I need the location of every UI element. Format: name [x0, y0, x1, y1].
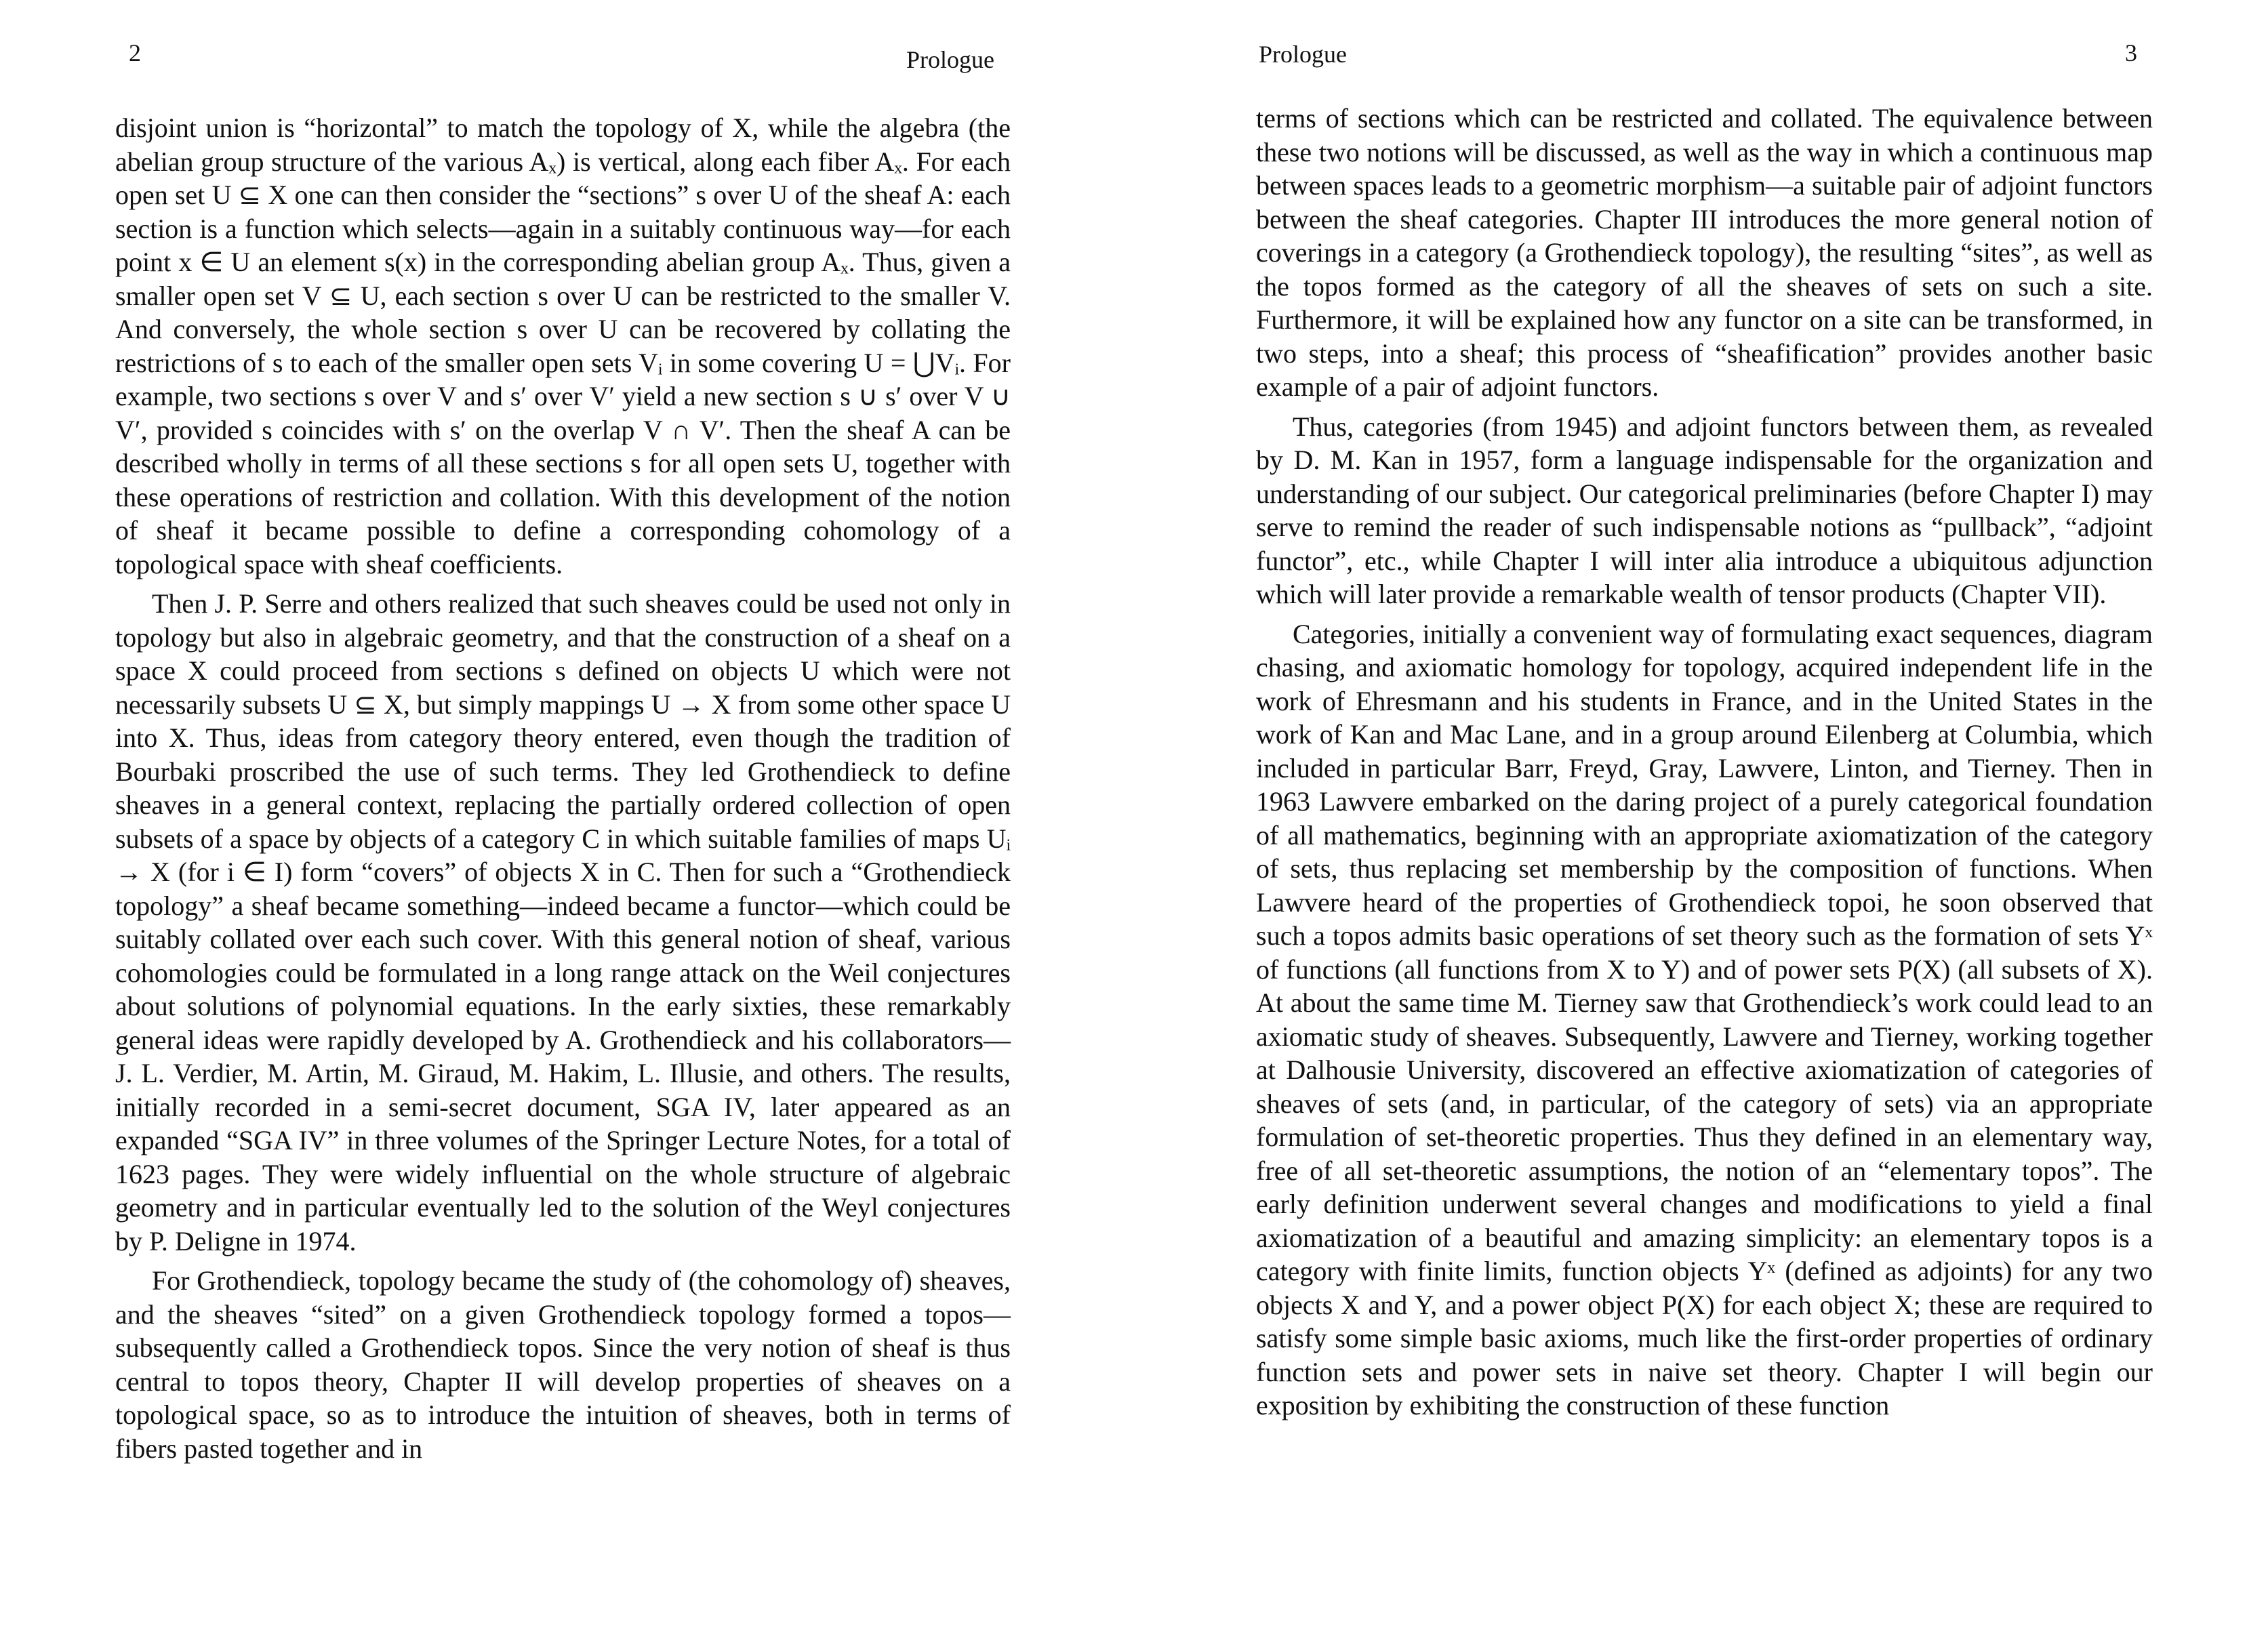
right-page-number: 3: [2125, 39, 2137, 66]
right-paragraph-2: Thus, categories (from 1945) and adjoint functors between them, as revealed by D. M. Kan in 1957, form a language indispensable for the organization and understanding of our subject. Our categorical preliminaries (before Chapter I) may serve to remind the reader of such indispensable notions as “pullback”, “adjoint functor”, etc., while Chapter I will inter alia introduce a ubiquitous adjunction which will later provide a remarkable wealth of tensor products (Chapter VII).: [1256, 411, 2153, 609]
left-paragraph-2: Then J. P. Serre and others realized that such sheaves could be used not only in topology but also in algebraic geometry, and that the construction of a sheaf on a space X could proceed from sections s defined on objects U which were not necessarily subsets U ⊆ X, but simply mappings U → X from some other space U into X. Thus, ideas from category theory entered, even though the tradition of Bourbaki proscribed the use of such terms. They led Grothendieck to define sheaves in a general context, replacing the partially ordered collection of open subsets of a space by objects of a category C in which suitable families of maps Uᵢ → X (for i ∈ I) form “covers” of objects X in C. Then for such a “Grothendieck topology” a sheaf became something—indeed became a functor—which could be suitably collated over each such cover. With this general notion of sheaf, various cohomologies could be formulated in a long range attack on the Weil conjectures about solutions of polynomial equations. In the early sixties, these remarkably general ideas were rapidly developed by A. Grothendieck and his collaborators—J. L. Verdier, M. Artin, M. Giraud, M. Hakim, L. Illusie, and others. The results, initially recorded in a semi-secret document, SGA IV, later appeared as an expanded “SGA IV” in three volumes of the Springer Lecture Notes, for a total of 1623 pages. They were widely influential on the whole structure of algebraic geometry and in particular eventually led to the solution of the Weyl conjectures by P. Deligne in 1974.: [115, 588, 1011, 1256]
left-page-number: 2: [129, 39, 141, 66]
right-text-block: [1256, 102, 2153, 1429]
right-paragraph-3: Categories, initially a convenient way of formulating exact sequences, diagram chasing, and axiomatic homology for topology, acquired independent life in the work of Ehresmann and his students in France, and in the United States in the work of Kan and Mac Lane, and in a group around Eilenberg at Columbia, which included in particular Barr, Freyd, Gray, Lawvere, Linton, and Tierney. Then in 1963 Lawvere embarked on the daring project of a purely categorical foundation of all mathematics, beginning with an appropriate axiomatization of the category of sets, thus replacing set membership by the composition of functions. When Lawvere heard of the properties of Grothendieck topoi, he soon observed that such a topos admits basic operations of set theory such as the formation of sets Yˣ of functions (all functions from X to Y) and of power sets P(X) (all subsets of X). At about the same time M. Tierney saw that Grothendieck’s work could lead to an axiomatic study of sheaves. Subsequently, Lawvere and Tierney, working together at Dalhousie University, discovered an effective axiomatization of categories of sheaves of sets (and, in particular, of the category of sets) via an appropriate formulation of set-theoretic properties. Thus they defined in an elementary way, free of all set-theoretic assumptions, the notion of an “elementary topos”. The early definition underwent several changes and modifications to yield a final axiomatization of a beautiful and amazing simplicity: an elementary topos is a category with finite limits, function objects Yˣ (defined as adjoints) for any two objects X and Y, and a power object P(X) for each object X; these are required to satisfy some simple basic axioms, much like the first-order properties of ordinary function sets and power sets in naive set theory. Chapter I will begin our exposition by exhibiting the construction of these function: [1256, 618, 2153, 1420]
left-running-title: Prologue: [906, 46, 994, 73]
right-paragraph-1: terms of sections which can be restricted and collated. The equivalence between these two notions will be discussed, as well as the way in which a continuous map between spaces leads to a geometric morphism—a suitable pair of adjoint functors between the sheaf categories. Chapter III introduces the more general notion of coverings in a category (a Grothendieck topology), the resulting “sites”, as well as the topos formed as the category of all the sheaves of sets on such a site. Furthermore, it will be explained how any functor on a site can be transformed, in two steps, into a sheaf; this process of “sheafification” provides another basic example of a pair of adjoint functors.: [1256, 103, 2153, 402]
right-running-title: Prologue: [1259, 41, 1347, 68]
left-text-block: [115, 111, 1011, 1471]
left-paragraph-3: For Grothendieck, topology became the study of (the cohomology of) sheaves, and the sheaves “sited” on a given Grothendieck topology formed a topos—subsequently called a Grothendieck topos. Since the very notion of sheaf is thus central to topos theory, Chapter II will develop properties of sheaves on a topological space, so as to introduce the intuition of sheaves, both in terms of fibers pasted together and in: [115, 1265, 1011, 1464]
left-paragraph-1: disjoint union is “horizontal” to match the topology of X, while the algebra (the abelian group structure of the various Aₓ) is vertical, along each fiber Aₓ. For each open set U ⊆ X one can then consider the “sections” s over U of the sheaf A: each section is a function which selects—again in a suitably continuous way—for each point x ∈ U an element s(x) in the corresponding abelian group Aₓ. Thus, given a smaller open set V ⊆ U, each section s over U can be restricted to the smaller V. And conversely, the whole section s over U can be recovered by collating the restrictions of s to each of the smaller open sets Vᵢ in some covering U = ⋃Vᵢ. For example, two sections s over V and s′ over V′ yield a new section s ∪ s′ over V ∪ V′, provided s coincides with s′ on the overlap V ∩ V′. Then the sheaf A can be described wholly in terms of all these sections s for all open sets U, together with these operations of restriction and collation. With this development of the notion of sheaf it became possible to define a corresponding cohomology of a topological space with sheaf coefficients.: [115, 112, 1011, 579]
right-page: [1134, 0, 2268, 1638]
